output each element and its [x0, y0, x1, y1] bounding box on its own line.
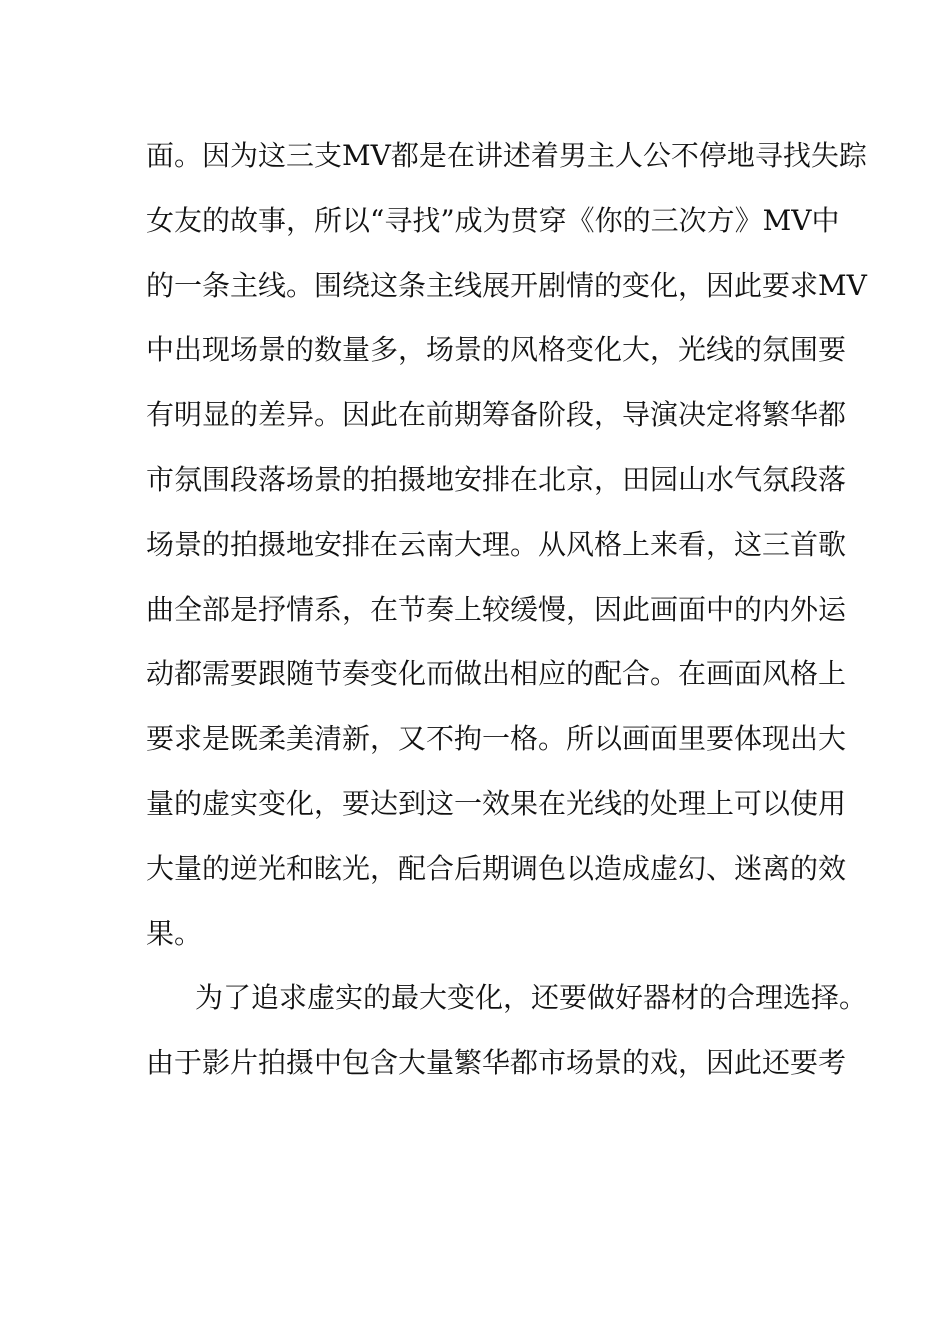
text-line: 市氛围段落场景的拍摄地安排在北京，田园山水气氛段落 — [146, 462, 847, 496]
text-line: 由于影片拍摄中包含大量繁华都市场景的戏，因此还要考 — [146, 1046, 847, 1080]
text-line: 大量的逆光和眩光，配合后期调色以造成虚幻、迷离的效 — [146, 851, 847, 885]
text-line: 场景的拍摄地安排在云南大理。从风格上来看，这三首歌 — [146, 527, 847, 561]
text-line: 要求是既柔美清新，又不拘一格。所以画面里要体现出大 — [146, 722, 847, 756]
body-text — [146, 130, 868, 1102]
text-line: 曲全部是抒情系，在节奏上较缓慢，因此画面中的内外运 — [146, 592, 847, 626]
text-line: 面。因为这三支MV都是在讲述着男主人公不停地寻找失踪 — [146, 139, 867, 172]
paragraph-start-line: 为了追求虚实的最大变化，还要做好器材的合理选择。 — [195, 981, 868, 1015]
text-line: 有明显的差异。因此在前期筹备阶段，导演决定将繁华都 — [146, 398, 847, 432]
text-line: 的一条主线。围绕这条主线展开剧情的变化，因此要求MV — [146, 268, 867, 302]
text-line: 果。 — [146, 916, 203, 950]
text-line: 动都需要跟随节奏变化而做出相应的配合。在画面风格上 — [146, 657, 847, 691]
text-line: 量的虚实变化，要达到这一效果在光线的处理上可以使用 — [146, 786, 847, 820]
text-line: 中出现场景的数量多，场景的风格变化大，光线的氛围要 — [146, 333, 847, 367]
text-line: 女友的故事，所以“寻找”成为贯穿《你的三次方》MV中 — [146, 203, 840, 237]
